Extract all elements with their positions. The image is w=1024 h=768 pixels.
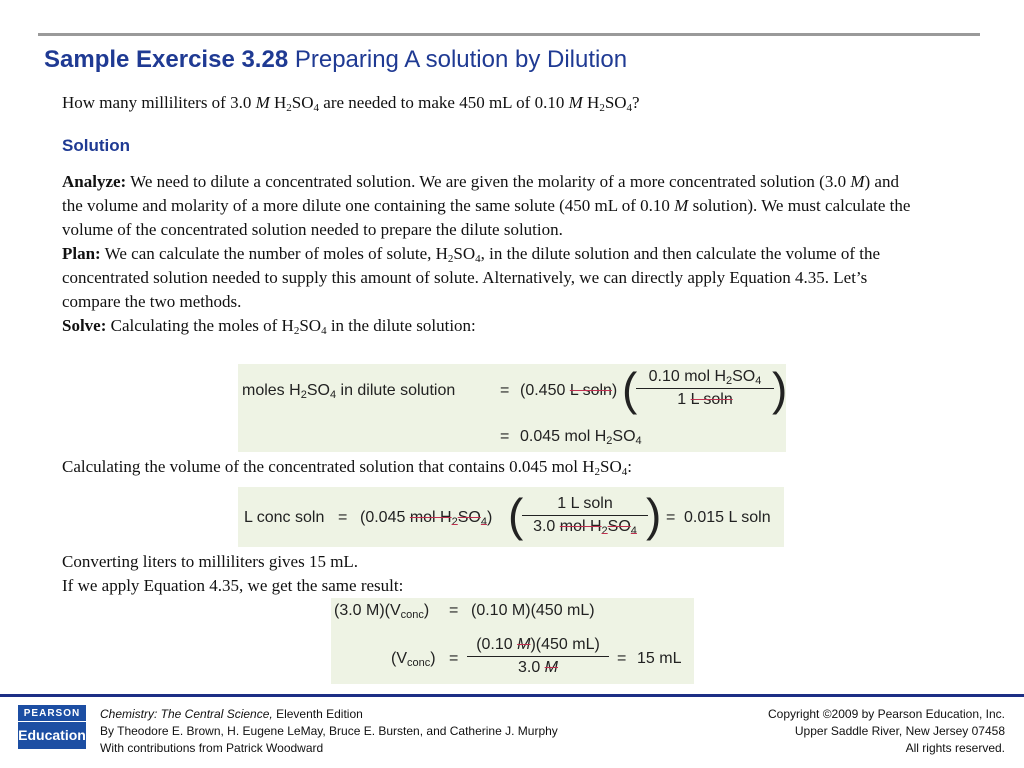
- q-h: H: [269, 93, 287, 112]
- footer-book: Chemistry: The Central Science, Eleventh Edition: [100, 707, 363, 721]
- eq1-equals-2: =: [500, 428, 510, 445]
- eq1-value: (0.450 L soln): [520, 382, 618, 399]
- eq3-row1-rhs: (0.10 M)(450 mL): [471, 602, 595, 619]
- q-m: M: [255, 93, 270, 112]
- eq2-rparen: ): [646, 489, 662, 541]
- footer-citation: [100, 706, 558, 757]
- plan-sub2: 2: [447, 253, 454, 265]
- q-m2: M: [568, 93, 583, 112]
- eq1-lhs: moles $H_2SO_4$ in dilute solution: [242, 382, 456, 401]
- footer-contrib: With contributions from Patrick Woodward: [100, 741, 324, 755]
- eq2-lparen: (: [508, 489, 524, 541]
- eq1-lparen: (: [622, 363, 638, 415]
- solve-sub2: 2: [293, 325, 300, 337]
- analyze-t2: ) and the volume and molarity of a more dilute one containing the same solute (450 mL of 0.10: [62, 172, 899, 215]
- analyze-label: Analyze:: [62, 172, 127, 191]
- solve-paragraph: [62, 314, 914, 338]
- page-title: [44, 46, 627, 74]
- question: [62, 93, 640, 113]
- eq3-row2-equals-2: =: [617, 650, 627, 667]
- q-text-2: are needed to make 450 mL of 0.10: [319, 93, 569, 112]
- eq3-fraction: $\frac{(0.10 M)(450 mL)}{3.0 M}$: [467, 636, 609, 677]
- convert-line: Converting liters to milliliters gives 15 mL.: [62, 552, 359, 571]
- volume-line: Calculating the volume of the concentrated solution that contains 0.045 mol $H_2SO_4$:: [62, 457, 633, 478]
- eq2-result: 0.015 L soln: [684, 509, 771, 526]
- q-so: SO: [291, 93, 314, 112]
- footer-authors: By Theodore E. Brown, H. Eugene LeMay, Bruce E. Bursten, and Catherine J. Murphy: [100, 724, 558, 738]
- footer-rights: All rights reserved.: [905, 741, 1005, 755]
- eq3-row2-equals: =: [449, 650, 459, 667]
- eq2-equals-2: =: [666, 509, 676, 526]
- q-end: ?: [632, 93, 640, 112]
- eq3-row2-lhs: $(V_{conc})$: [391, 650, 436, 669]
- plan-paragraph: [62, 242, 914, 314]
- title-rest: Preparing A solution by Dilution: [294, 46, 628, 73]
- footer-copyright: [768, 706, 1005, 757]
- q-sub4b: 4: [626, 102, 633, 114]
- plan-t1: We can calculate the number of moles of solute, H: [100, 244, 448, 263]
- eq1-fraction: 0.10 mol $H_2SO_4$ 1 L soln: [636, 368, 774, 409]
- solution-body: [62, 170, 914, 338]
- solve-t2: in the dilute solution:: [326, 316, 476, 335]
- equation-moles: [238, 364, 786, 452]
- footer-rule: [0, 694, 1024, 697]
- title-bold: Sample Exercise 3.28: [44, 46, 289, 73]
- q-sub2b: 2: [599, 102, 605, 114]
- q-so2: SO: [604, 93, 627, 112]
- eq2-lhs: L conc soln: [244, 509, 325, 526]
- solve-sub4: 4: [321, 325, 327, 337]
- eq3-result: 15 mL: [637, 650, 682, 667]
- eq1-equals: =: [500, 382, 510, 399]
- eq3-row1-lhs: (3.0 $M)(V_{conc})$: [334, 602, 430, 621]
- plan-sub4: 4: [475, 253, 481, 265]
- plan-t2: , in the dilute solution and then calculate the volume of the concentrated solution needed to supply this amount of solute. Alternatively, we can directly apply Equation 4.35. Let’s compare the two methods.: [62, 244, 881, 311]
- plan-label: Plan:: [62, 244, 101, 263]
- eq1-result: 0.045 mol $H_2SO_4$: [520, 428, 642, 447]
- plan-so: SO: [453, 244, 476, 263]
- logo-top-text: PEARSON: [18, 708, 86, 722]
- q-h2: H: [582, 93, 600, 112]
- eq1-rparen: ): [772, 363, 788, 415]
- pearson-logo: [18, 705, 86, 749]
- eq2-fraction: 1 L soln 3.0 mol $H_2SO_4$: [522, 495, 648, 536]
- analyze-paragraph: [62, 170, 914, 242]
- eq3-row1-equals: =: [449, 602, 459, 619]
- apply-line: If we apply Equation 4.35, we get the same result:: [62, 576, 404, 595]
- q-sub4: 4: [313, 102, 320, 114]
- logo-bottom-text: Education: [18, 727, 86, 743]
- solution-heading: Solution: [62, 136, 130, 155]
- equation-dilution: [331, 598, 694, 684]
- q-sub2: 2: [286, 102, 292, 114]
- eq2-value: (0.045 mol $H_2SO_4$): [360, 509, 493, 528]
- analyze-t3: solution). We must calculate the volume of the concentrated solution needed to prepare the dilute solution.: [62, 196, 911, 239]
- footer-copyright-line: Copyright ©2009 by Pearson Education, Inc.: [768, 707, 1005, 721]
- top-rule: [38, 33, 980, 36]
- solve-label: Solve:: [62, 316, 107, 335]
- q-text-1: How many milliliters of 3.0: [62, 93, 256, 112]
- solve-so: SO: [299, 316, 322, 335]
- analyze-m: M: [850, 172, 865, 191]
- analyze-t1: We need to dilute a concentrated solution. We are given the molarity of a more concentrated solution (3.0: [126, 172, 851, 191]
- footer-address: Upper Saddle River, New Jersey 07458: [794, 724, 1005, 738]
- eq2-equals: =: [338, 509, 348, 526]
- analyze-m2: M: [674, 196, 689, 215]
- solve-t1: Calculating the moles of H: [106, 316, 294, 335]
- equation-volume: [238, 487, 784, 547]
